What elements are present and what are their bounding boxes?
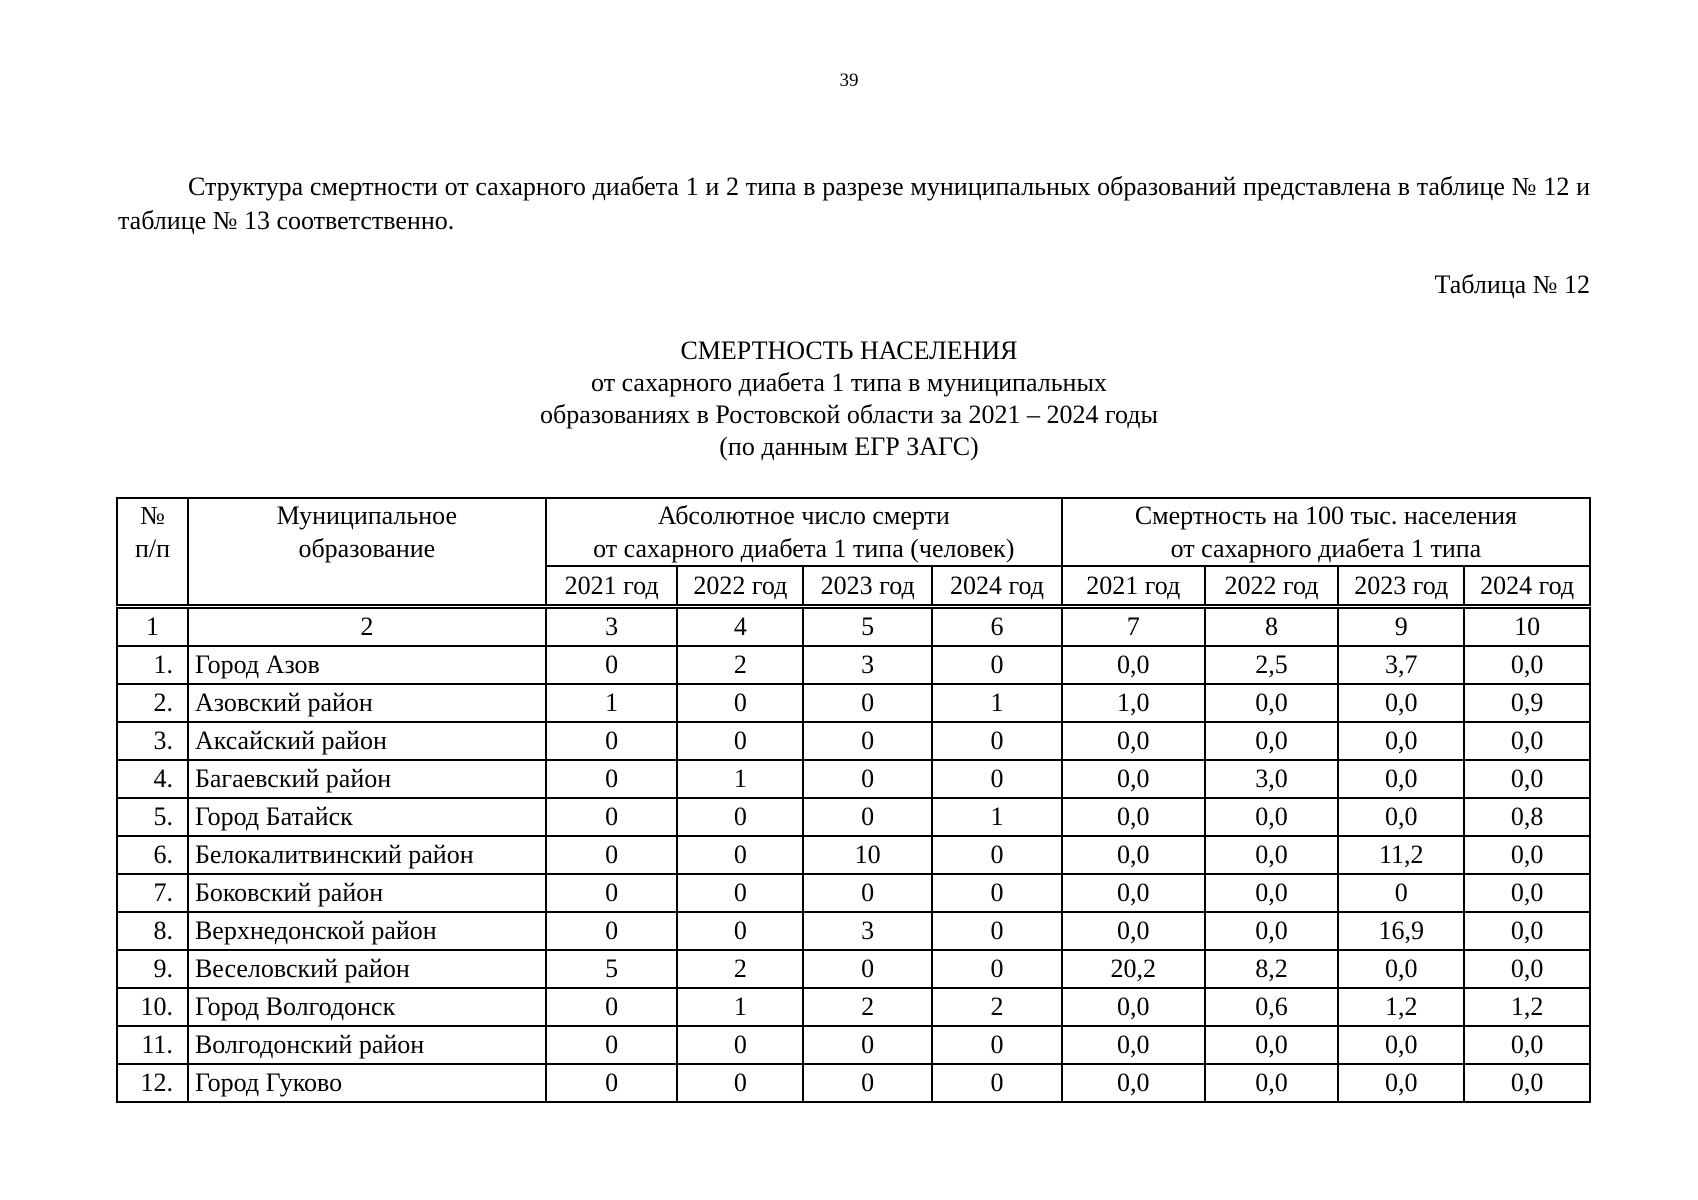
table-row: [117, 722, 1590, 760]
table-row: [117, 1026, 1590, 1064]
rate-2021: 0,0: [1062, 1026, 1205, 1064]
absolute-2023: 0: [803, 684, 932, 722]
header-year: 2022 год: [677, 566, 803, 607]
rate-2021: 0,0: [1062, 760, 1205, 798]
table-title-line-1: СМЕРТНОСТЬ НАСЕЛЕНИЯ: [680, 336, 1018, 365]
column-number: 5: [803, 607, 932, 647]
header-year: 2021 год: [546, 566, 678, 607]
absolute-2024: 0: [932, 1064, 1062, 1102]
column-number: 7: [1062, 607, 1205, 647]
table-row: [117, 836, 1590, 874]
header-row: [117, 498, 1590, 566]
rate-2024: 0,0: [1464, 912, 1590, 950]
rate-2021: 0,0: [1062, 836, 1205, 874]
rate-2023: 0,0: [1338, 798, 1464, 836]
rate-2022: 0,0: [1205, 798, 1339, 836]
absolute-2023: 0: [803, 950, 932, 988]
rate-2021: 0,0: [1062, 874, 1205, 912]
table-row: [117, 912, 1590, 950]
header-rate-line-1: Смертность на 100 тыс. населения: [1134, 501, 1517, 530]
rate-2024: 0,0: [1464, 646, 1590, 684]
rate-2024: 0,0: [1464, 1064, 1590, 1102]
column-number: 4: [677, 607, 803, 647]
absolute-2024: 0: [932, 760, 1062, 798]
row-number: 9.: [117, 950, 188, 988]
absolute-2021: 0: [546, 722, 678, 760]
rate-2024: 0,9: [1464, 684, 1590, 722]
absolute-2022: 0: [677, 874, 803, 912]
header-mortality-rate: [1062, 498, 1590, 566]
intro-paragraph: [118, 170, 1590, 238]
rate-2022: 2,5: [1205, 646, 1339, 684]
header-absolute-deaths: [546, 498, 1062, 566]
header-municipality-line-2: образование: [298, 534, 436, 563]
table-label: Таблица № 12: [1434, 270, 1590, 299]
page-number: 39: [839, 70, 859, 91]
absolute-2021: 0: [546, 836, 678, 874]
rate-2021: 0,0: [1062, 988, 1205, 1026]
absolute-2023: 0: [803, 722, 932, 760]
rate-2022: 0,0: [1205, 912, 1339, 950]
absolute-2024: 0: [932, 912, 1062, 950]
absolute-2024: 1: [932, 798, 1062, 836]
rate-2021: 0,0: [1062, 722, 1205, 760]
header-municipality-line-1: Муниципальное: [276, 501, 458, 530]
absolute-2023: 2: [803, 988, 932, 1026]
column-number: 9: [1338, 607, 1464, 647]
absolute-2022: 0: [677, 684, 803, 722]
table-row: [117, 874, 1590, 912]
row-number: 5.: [117, 798, 188, 836]
absolute-2024: 1: [932, 684, 1062, 722]
rate-2022: 0,0: [1205, 684, 1339, 722]
absolute-2024: 0: [932, 836, 1062, 874]
rate-2023: 3,7: [1338, 646, 1464, 684]
municipality-name: Город Гуково: [188, 1064, 546, 1102]
row-number: 1.: [117, 646, 188, 684]
header-year: 2023 год: [1338, 566, 1464, 607]
municipality-name: Багаевский район: [188, 760, 546, 798]
rate-2024: 0,0: [1464, 950, 1590, 988]
municipality-name: Белокалитвинский район: [188, 836, 546, 874]
rate-2023: 16,9: [1338, 912, 1464, 950]
row-number: 10.: [117, 988, 188, 1026]
absolute-2023: 3: [803, 912, 932, 950]
absolute-2023: 0: [803, 1064, 932, 1102]
row-number: 6.: [117, 836, 188, 874]
header-year: 2022 год: [1205, 566, 1339, 607]
rate-2023: 0,0: [1338, 950, 1464, 988]
absolute-2024: 2: [932, 988, 1062, 1026]
absolute-2021: 5: [546, 950, 678, 988]
absolute-2023: 3: [803, 646, 932, 684]
absolute-2021: 0: [546, 988, 678, 1026]
rate-2024: 0,8: [1464, 798, 1590, 836]
absolute-2022: 2: [677, 950, 803, 988]
header-number-line-1: №: [140, 501, 165, 530]
rate-2021: 0,0: [1062, 798, 1205, 836]
table-body: [117, 646, 1590, 1102]
rate-2022: 3,0: [1205, 760, 1339, 798]
header-number-line-2: п/п: [134, 534, 170, 563]
column-numbers-row: [117, 607, 1590, 647]
rate-2023: 0,0: [1338, 760, 1464, 798]
municipality-name: Верхнедонской район: [188, 912, 546, 950]
rate-2023: 0,0: [1338, 684, 1464, 722]
absolute-2022: 0: [677, 722, 803, 760]
column-number: 2: [188, 607, 546, 647]
absolute-2021: 0: [546, 1026, 678, 1064]
absolute-2022: 1: [677, 760, 803, 798]
table-row: [117, 950, 1590, 988]
absolute-2022: 1: [677, 988, 803, 1026]
row-number: 3.: [117, 722, 188, 760]
column-number: 10: [1464, 607, 1590, 647]
absolute-2021: 0: [546, 874, 678, 912]
absolute-2023: 0: [803, 1026, 932, 1064]
header-year: 2024 год: [1464, 566, 1590, 607]
absolute-2024: 0: [932, 646, 1062, 684]
row-number: 2.: [117, 684, 188, 722]
header-absolute-line-2: от сахарного диабета 1 типа (человек): [593, 534, 1015, 563]
header-year: 2023 год: [803, 566, 932, 607]
table-title: [0, 335, 1698, 463]
absolute-2023: 0: [803, 798, 932, 836]
absolute-2022: 0: [677, 1026, 803, 1064]
header-municipality: [188, 498, 546, 607]
municipality-name: Город Азов: [188, 646, 546, 684]
municipality-name: Веселовский район: [188, 950, 546, 988]
table-row: [117, 684, 1590, 722]
municipality-name: Боковский район: [188, 874, 546, 912]
rate-2022: 0,0: [1205, 1064, 1339, 1102]
row-number: 7.: [117, 874, 188, 912]
table-title-line-4: (по данным ЕГР ЗАГС): [719, 432, 979, 461]
table-row: [117, 760, 1590, 798]
absolute-2021: 1: [546, 684, 678, 722]
municipality-name: Город Волгодонск: [188, 988, 546, 1026]
rate-2022: 0,0: [1205, 874, 1339, 912]
table-title-line-3: образованиях в Ростовской области за 2021 – 2024 годы: [539, 400, 1159, 429]
header-rate-line-2: от сахарного диабета 1 типа: [1170, 534, 1482, 563]
rate-2023: 0,0: [1338, 1064, 1464, 1102]
absolute-2024: 0: [932, 950, 1062, 988]
rate-2024: 0,0: [1464, 760, 1590, 798]
rate-2024: 0,0: [1464, 722, 1590, 760]
rate-2021: 0,0: [1062, 1064, 1205, 1102]
absolute-2024: 0: [932, 874, 1062, 912]
rate-2021: 0,0: [1062, 646, 1205, 684]
absolute-2021: 0: [546, 760, 678, 798]
header-year: 2021 год: [1062, 566, 1205, 607]
rate-2023: 0: [1338, 874, 1464, 912]
absolute-2022: 0: [677, 912, 803, 950]
municipality-name: Азовский район: [188, 684, 546, 722]
row-number: 11.: [117, 1026, 188, 1064]
row-number: 4.: [117, 760, 188, 798]
column-number: 1: [117, 607, 188, 647]
absolute-2022: 0: [677, 798, 803, 836]
absolute-2022: 0: [677, 836, 803, 874]
absolute-2023: 0: [803, 874, 932, 912]
rate-2022: 0,0: [1205, 1026, 1339, 1064]
rate-2024: 1,2: [1464, 988, 1590, 1026]
rate-2023: 0,0: [1338, 722, 1464, 760]
rate-2023: 1,2: [1338, 988, 1464, 1026]
absolute-2021: 0: [546, 912, 678, 950]
rate-2021: 0,0: [1062, 912, 1205, 950]
absolute-2021: 0: [546, 646, 678, 684]
rate-2021: 1,0: [1062, 684, 1205, 722]
row-number: 8.: [117, 912, 188, 950]
rate-2021: 20,2: [1062, 950, 1205, 988]
rate-2024: 0,0: [1464, 836, 1590, 874]
table-row: [117, 646, 1590, 684]
table-title-line-2: от сахарного диабета 1 типа в муниципальных: [591, 368, 1107, 397]
rate-2022: 8,2: [1205, 950, 1339, 988]
absolute-2023: 10: [803, 836, 932, 874]
header-absolute-line-1: Абсолютное число смерти: [657, 501, 950, 530]
rate-2022: 0,0: [1205, 722, 1339, 760]
municipality-name: Аксайский район: [188, 722, 546, 760]
table-row: [117, 988, 1590, 1026]
table-row: [117, 1064, 1590, 1102]
rate-2024: 0,0: [1464, 874, 1590, 912]
header-year: 2024 год: [932, 566, 1062, 607]
rate-2024: 0,0: [1464, 1026, 1590, 1064]
rate-2023: 11,2: [1338, 836, 1464, 874]
absolute-2022: 0: [677, 1064, 803, 1102]
municipality-name: Волгодонский район: [188, 1026, 546, 1064]
intro-text: Структура смертности от сахарного диабета 1 и 2 типа в разрезе муниципальных образований представлена в таблице № 12 и таблице № 13 соответственно.: [118, 172, 1590, 235]
mortality-table: [116, 497, 1591, 1103]
rate-2022: 0,0: [1205, 836, 1339, 874]
table-row: [117, 798, 1590, 836]
header-number: [117, 498, 188, 607]
absolute-2024: 0: [932, 722, 1062, 760]
column-number: 6: [932, 607, 1062, 647]
absolute-2021: 0: [546, 798, 678, 836]
rate-2022: 0,6: [1205, 988, 1339, 1026]
row-number: 12.: [117, 1064, 188, 1102]
absolute-2024: 0: [932, 1026, 1062, 1064]
column-number: 3: [546, 607, 678, 647]
municipality-name: Город Батайск: [188, 798, 546, 836]
column-number: 8: [1205, 607, 1339, 647]
absolute-2021: 0: [546, 1064, 678, 1102]
absolute-2023: 0: [803, 760, 932, 798]
absolute-2022: 2: [677, 646, 803, 684]
rate-2023: 0,0: [1338, 1026, 1464, 1064]
